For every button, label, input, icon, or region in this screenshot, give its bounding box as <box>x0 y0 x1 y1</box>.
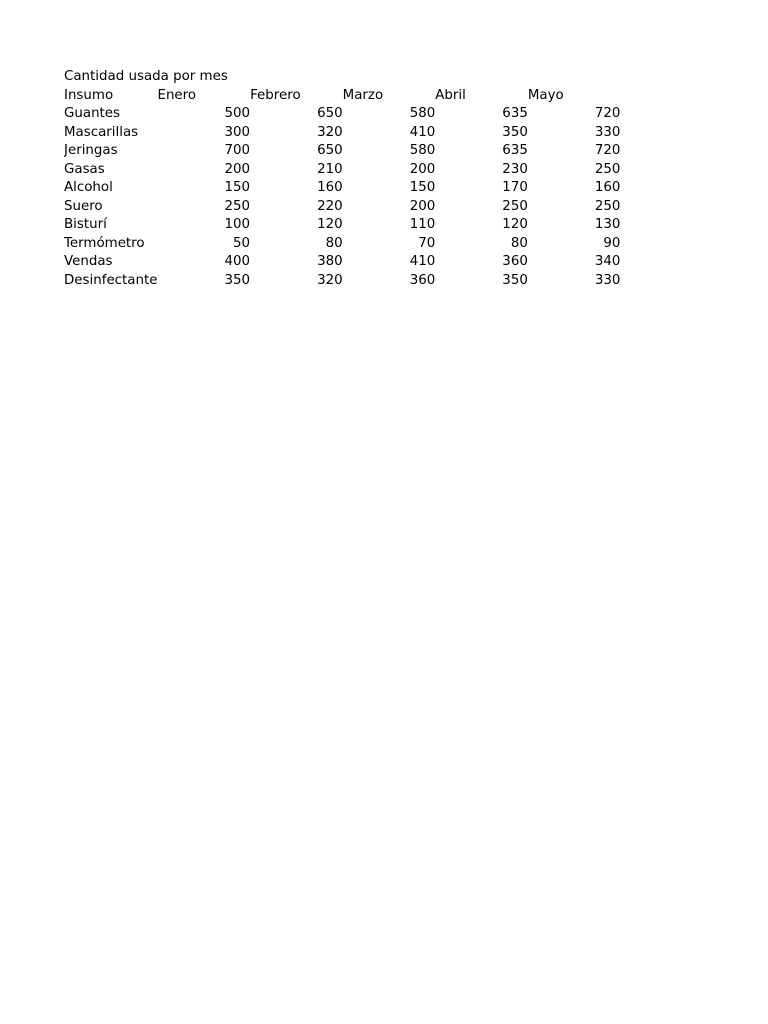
value-cell: 580 <box>409 106 436 121</box>
item-name-cell: Gasas <box>64 161 105 177</box>
table-row <box>64 253 620 272</box>
value-cell: 80 <box>325 235 343 251</box>
value-cell: 250 <box>594 198 621 214</box>
value-cell: 350 <box>224 272 251 288</box>
header-cell: Febrero <box>250 87 301 103</box>
item-name-cell: Vendas <box>64 254 113 269</box>
header-cell: Enero <box>157 87 197 103</box>
item-name-cell: Bisturí <box>64 217 107 232</box>
value-cell: 200 <box>409 161 436 177</box>
header-cell: Abril <box>435 87 466 103</box>
value-cell: 130 <box>594 217 621 232</box>
value-cell: 350 <box>502 272 528 288</box>
value-cell: 150 <box>224 180 251 195</box>
table-row <box>64 272 620 291</box>
value-cell: 330 <box>594 124 621 140</box>
table-row <box>64 179 620 198</box>
value-cell: 50 <box>233 235 251 251</box>
value-cell: 380 <box>317 254 343 269</box>
value-cell: 360 <box>502 254 528 269</box>
value-cell: 70 <box>418 235 436 251</box>
supplies-table <box>64 87 620 291</box>
value-cell: 200 <box>224 161 251 177</box>
table-row <box>64 198 620 217</box>
value-cell: 120 <box>317 217 343 232</box>
value-cell: 410 <box>409 254 436 269</box>
item-name-cell: Alcohol <box>64 180 113 195</box>
table-row <box>64 142 620 161</box>
value-cell: 90 <box>603 235 621 251</box>
table-row <box>64 105 620 124</box>
value-cell: 250 <box>502 198 528 214</box>
value-cell: 720 <box>594 143 621 158</box>
value-cell: 230 <box>502 161 528 177</box>
value-cell: 320 <box>317 124 343 140</box>
value-cell: 160 <box>317 180 343 195</box>
value-cell: 360 <box>409 272 436 288</box>
value-cell: 210 <box>317 161 343 177</box>
value-cell: 650 <box>317 106 343 121</box>
item-name-cell: Suero <box>64 198 103 214</box>
value-cell: 200 <box>409 198 436 214</box>
item-name-cell: Jeringas <box>64 143 118 158</box>
value-cell: 250 <box>594 161 621 177</box>
value-cell: 110 <box>409 217 436 232</box>
value-cell: 635 <box>502 106 528 121</box>
table-row <box>64 235 620 254</box>
sheet-title: Cantidad usada por mes <box>64 69 228 84</box>
item-name-cell: Guantes <box>64 106 121 121</box>
table-row <box>64 124 620 143</box>
value-cell: 720 <box>594 106 621 121</box>
table-row <box>64 161 620 180</box>
value-cell: 100 <box>224 217 251 232</box>
value-cell: 635 <box>502 143 528 158</box>
value-cell: 410 <box>409 124 436 140</box>
item-name-cell: Desinfectante <box>64 272 158 288</box>
value-cell: 400 <box>224 254 251 269</box>
value-cell: 580 <box>409 143 436 158</box>
value-cell: 250 <box>224 198 251 214</box>
header-row <box>64 87 620 106</box>
value-cell: 120 <box>502 217 528 232</box>
value-cell: 80 <box>510 235 528 251</box>
value-cell: 150 <box>409 180 436 195</box>
value-cell: 160 <box>594 180 621 195</box>
item-name-cell: Mascarillas <box>64 124 139 140</box>
value-cell: 700 <box>224 143 251 158</box>
value-cell: 650 <box>317 143 343 158</box>
value-cell: 350 <box>502 124 528 140</box>
table-row <box>64 216 620 235</box>
header-cell: Insumo <box>64 87 114 103</box>
header-cell: Marzo <box>342 87 384 103</box>
value-cell: 170 <box>502 180 528 195</box>
value-cell: 340 <box>594 254 621 269</box>
value-cell: 320 <box>317 272 343 288</box>
value-cell: 220 <box>317 198 343 214</box>
value-cell: 300 <box>224 124 251 140</box>
item-name-cell: Termómetro <box>64 235 145 251</box>
value-cell: 500 <box>224 106 251 121</box>
spreadsheet <box>64 68 620 290</box>
header-cell: Mayo <box>527 87 564 103</box>
value-cell: 330 <box>594 272 621 288</box>
